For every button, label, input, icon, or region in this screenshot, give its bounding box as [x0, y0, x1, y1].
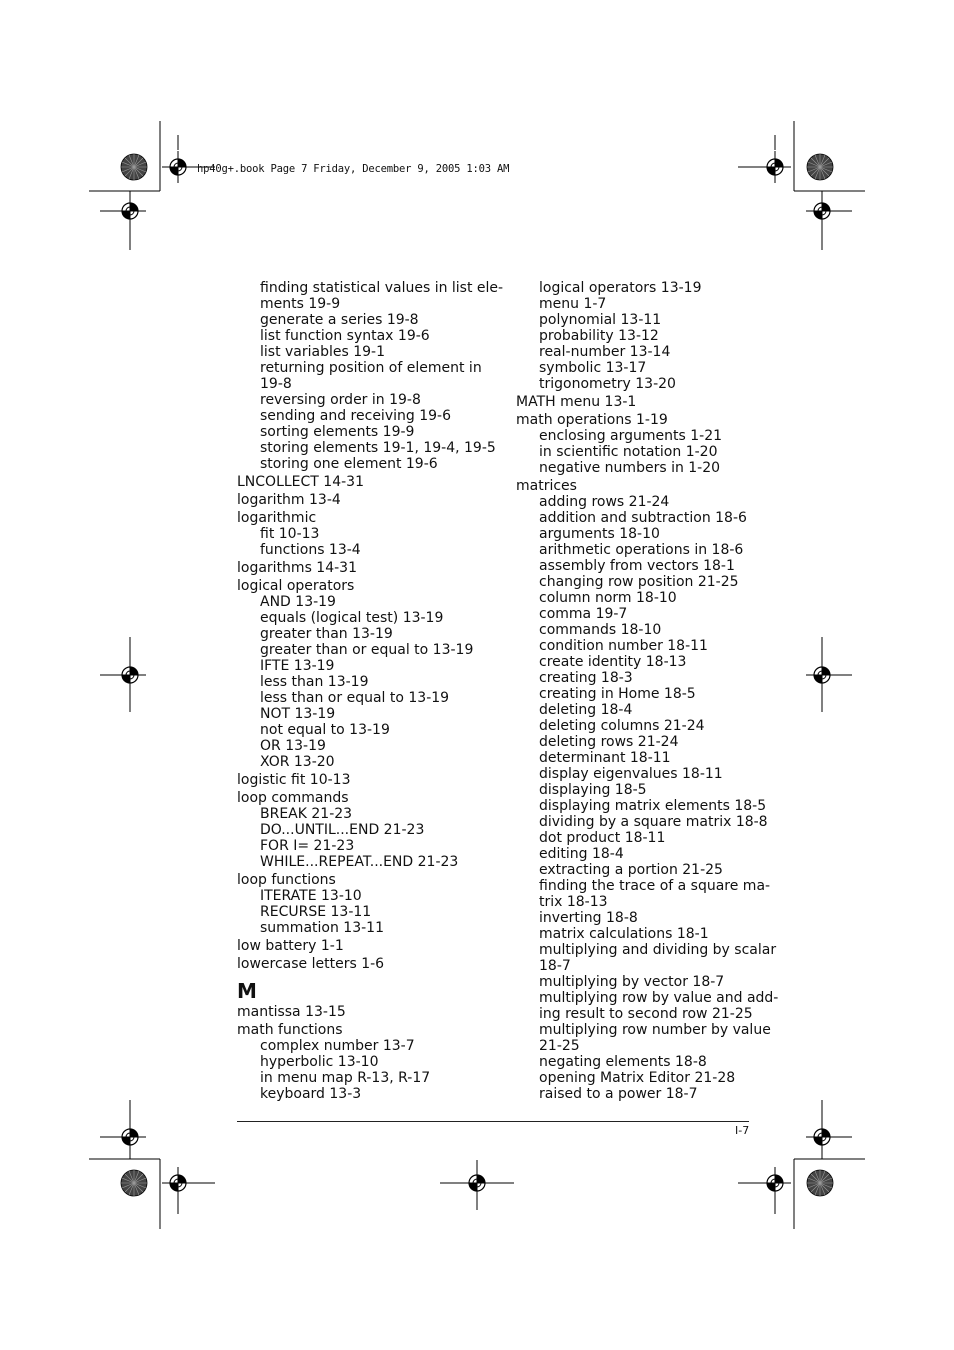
- index-entry: matrices: [516, 478, 577, 494]
- index-subentry: summation 13-11: [260, 920, 384, 936]
- index-subentry: trigonometry 13-20: [539, 376, 676, 392]
- index-subentry: storing elements 19-1, 19-4, 19-5: [260, 440, 496, 456]
- index-entry: lowercase letters 1-6: [237, 956, 385, 972]
- index-subentry: determinant 18-11: [539, 750, 671, 766]
- index-entry: logarithm 13-4: [237, 492, 341, 508]
- index-subentry: XOR 13-20: [260, 754, 335, 770]
- index-subentry: ITERATE 13-10: [260, 888, 362, 904]
- index-subentry: polynomial 13-11: [539, 312, 662, 328]
- index-subentry: enclosing arguments 1-21: [539, 428, 723, 444]
- index-entry: MATH menu 13-1: [516, 394, 637, 410]
- index-subentry: display eigenvalues 18-11: [539, 766, 723, 782]
- index-subentry: adding rows 21-24: [539, 494, 670, 510]
- index-entry: logarithms 14-31: [237, 560, 357, 576]
- index-subentry: deleting columns 21-24: [539, 718, 705, 734]
- index-subentry: OR 13-19: [260, 738, 326, 754]
- index-subentry: equals (logical test) 13-19: [260, 610, 444, 626]
- index-subentry: addition and subtraction 18-6: [539, 510, 747, 526]
- index-subentry: BREAK 21-23: [260, 806, 353, 822]
- index-entry: LNCOLLECT 14-31: [237, 474, 364, 490]
- index-entry: logical operators: [237, 578, 355, 594]
- index-subentry: logical operators 13-19: [539, 280, 702, 296]
- index-subentry: ing result to second row 21-25: [539, 1006, 753, 1022]
- index-subentry: assembly from vectors 18-1: [539, 558, 735, 574]
- index-subentry: trix 18-13: [539, 894, 608, 910]
- index-subentry: keyboard 13-3: [260, 1086, 362, 1102]
- index-subentry: 18-7: [539, 958, 571, 974]
- index-letter-heading: M: [237, 979, 257, 1003]
- index-subentry: hyperbolic 13-10: [260, 1054, 379, 1070]
- index-subentry: functions 13-4: [260, 542, 361, 558]
- index-entry: mantissa 13-15: [237, 1004, 346, 1020]
- index-subentry: 19-8: [260, 376, 292, 392]
- index-subentry: not equal to 13-19: [260, 722, 390, 738]
- index-subentry: greater than 13-19: [260, 626, 393, 642]
- index-subentry: real-number 13-14: [539, 344, 671, 360]
- index-column-left: [237, 280, 504, 1102]
- index-subentry: arithmetic operations in 18-6: [539, 542, 744, 558]
- index-subentry: menu 1-7: [539, 296, 607, 312]
- index-subentry: reversing order in 19-8: [260, 392, 421, 408]
- footer-rule: [237, 1121, 749, 1122]
- index-subentry: arguments 18-10: [539, 526, 660, 542]
- index-subentry: sending and receiving 19-6: [260, 408, 451, 424]
- index-subentry: less than 13-19: [260, 674, 369, 690]
- index-entry: logarithmic: [237, 510, 317, 526]
- index-subentry: deleting 18-4: [539, 702, 633, 718]
- index-subentry: creating 18-3: [539, 670, 633, 686]
- index-subentry: fit 10-13: [260, 526, 320, 542]
- index-subentry: displaying 18-5: [539, 782, 647, 798]
- index-subentry: finding the trace of a square ma-: [539, 878, 771, 894]
- index-subentry: in scientific notation 1-20: [539, 444, 718, 460]
- index-subentry: returning position of element in: [260, 360, 482, 376]
- index-subentry: dot product 18-11: [539, 830, 666, 846]
- index-subentry: commands 18-10: [539, 622, 662, 638]
- index-subentry: WHILE...REPEAT...END 21-23: [260, 854, 459, 870]
- index-entry: low battery 1-1: [237, 938, 344, 954]
- index-column-right: [516, 280, 779, 1102]
- index-entry: math operations 1-19: [516, 412, 668, 428]
- index-subentry: dividing by a square matrix 18-8: [539, 814, 768, 830]
- index-subentry: IFTE 13-19: [260, 658, 335, 674]
- index-subentry: inverting 18-8: [539, 910, 638, 926]
- index-entry: math functions: [237, 1022, 343, 1038]
- index-subentry: editing 18-4: [539, 846, 624, 862]
- index-subentry: deleting rows 21-24: [539, 734, 679, 750]
- index-subentry: probability 13-12: [539, 328, 659, 344]
- index-subentry: greater than or equal to 13-19: [260, 642, 474, 658]
- index-entry: loop functions: [237, 872, 336, 888]
- index-subentry: AND 13-19: [260, 594, 336, 610]
- print-header: hp40g+.book Page 7 Friday, December 9, 2005 1:03 AM: [197, 163, 510, 175]
- index-subentry: in menu map R-13, R-17: [260, 1070, 431, 1086]
- index-subentry: comma 19-7: [539, 606, 628, 622]
- index-subentry: finding statistical values in list ele-: [260, 280, 504, 296]
- index-subentry: extracting a portion 21-25: [539, 862, 723, 878]
- index-subentry: 21-25: [539, 1038, 580, 1054]
- index-subentry: matrix calculations 18-1: [539, 926, 709, 942]
- index-subentry: creating in Home 18-5: [539, 686, 696, 702]
- index-subentry: displaying matrix elements 18-5: [539, 798, 767, 814]
- index-subentry: condition number 18-11: [539, 638, 708, 654]
- index-subentry: column norm 18-10: [539, 590, 677, 606]
- index-subentry: less than or equal to 13-19: [260, 690, 450, 706]
- index-subentry: negating elements 18-8: [539, 1054, 707, 1070]
- index-subentry: list function syntax 19-6: [260, 328, 430, 344]
- index-subentry: RECURSE 13-11: [260, 904, 372, 920]
- index-subentry: storing one element 19-6: [260, 456, 438, 472]
- index-subentry: changing row position 21-25: [539, 574, 739, 590]
- index-entry: logistic fit 10-13: [237, 772, 351, 788]
- index-entry: loop commands: [237, 790, 349, 806]
- index-subentry: list variables 19-1: [260, 344, 386, 360]
- index-subentry: multiplying row by value and add-: [539, 990, 779, 1006]
- index-subentry: ments 19-9: [260, 296, 341, 312]
- index-subentry: negative numbers in 1-20: [539, 460, 721, 476]
- index-subentry: opening Matrix Editor 21-28: [539, 1070, 736, 1086]
- index-subentry: raised to a power 18-7: [539, 1086, 698, 1102]
- index-subentry: generate a series 19-8: [260, 312, 419, 328]
- index-subentry: multiplying row number by value: [539, 1022, 771, 1038]
- index-subentry: FOR I= 21-23: [260, 838, 355, 854]
- index-subentry: DO...UNTIL...END 21-23: [260, 822, 425, 838]
- index-subentry: create identity 18-13: [539, 654, 687, 670]
- index-subentry: symbolic 13-17: [539, 360, 647, 376]
- index-subentry: NOT 13-19: [260, 706, 336, 722]
- index-subentry: sorting elements 19-9: [260, 424, 415, 440]
- index-subentry: multiplying by vector 18-7: [539, 974, 725, 990]
- page-number: I-7: [735, 1124, 750, 1137]
- index-subentry: multiplying and dividing by scalar: [539, 942, 777, 958]
- index-subentry: complex number 13-7: [260, 1038, 415, 1054]
